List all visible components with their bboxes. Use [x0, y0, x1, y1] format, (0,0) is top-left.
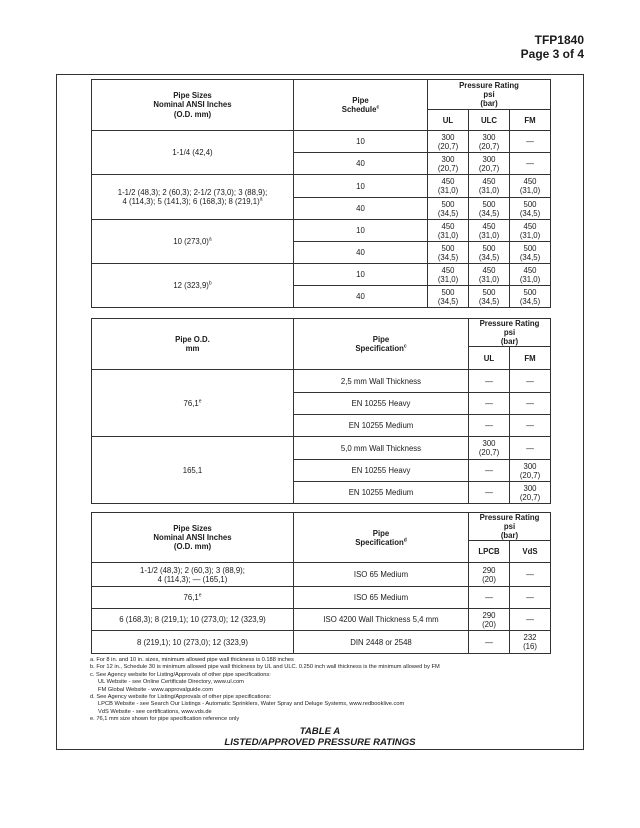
footnotes [90, 657, 550, 724]
rating-cell: 500 (34,5) [510, 242, 551, 264]
spec-cell: ISO 65 Medium [294, 563, 469, 587]
pipe-size-cell: 8 (219,1); 10 (273,0); 12 (323,9) [92, 631, 294, 654]
document-id: TFP1840 [534, 33, 584, 47]
col-header-fm: FM [510, 347, 551, 370]
page-number: Page 3 of 4 [520, 47, 584, 61]
spec-cell: ISO 4200 Wall Thickness 5,4 mm [294, 609, 469, 631]
table-row [92, 587, 551, 609]
caption-line-2: LISTED/APPROVED PRESSURE RATINGS [224, 737, 416, 748]
spec-cell: ISO 65 Medium [294, 587, 469, 609]
col-header-pipe-specification: Pipe Specification$^c$ [294, 319, 469, 370]
spec-cell: EN 10255 Medium [294, 415, 469, 437]
table-row [92, 370, 551, 393]
col-header-ul: UL [469, 347, 510, 370]
col-header-pipe-specification: Pipe Specification$^d$ [294, 513, 469, 563]
rating-cell: — [510, 437, 551, 460]
spec-cell: EN 10255 Heavy [294, 393, 469, 415]
col-header-pipe-od: Pipe O.D. mm [92, 319, 294, 370]
col-header-pressure-rating: Pressure Rating psi (bar) [469, 513, 551, 541]
rating-cell: 450 (31,0) [510, 220, 551, 242]
col-header-ul: UL [428, 110, 469, 131]
schedule-cell: 10 [294, 264, 428, 286]
table-row [92, 264, 551, 286]
rating-cell: 300 (20,7) [510, 482, 551, 504]
schedule-cell: 10 [294, 131, 428, 153]
table-row [92, 437, 551, 460]
footnote-c-fm: FM Global Website - www.approvalguide.com [98, 686, 213, 693]
footnote-c: c. See Agency website for Listing/Approvals of other pipe specifications: [90, 671, 271, 678]
rating-cell: 300 (20,7) [428, 153, 469, 175]
rating-cell: 500 (34,5) [469, 286, 510, 308]
rating-cell: 500 (34,5) [510, 286, 551, 308]
col-header-pressure-rating: Pressure Rating psi (bar) [469, 319, 551, 347]
spec-cell: EN 10255 Heavy [294, 460, 469, 482]
rating-cell: — [469, 370, 510, 393]
rating-cell: 450 (31,0) [469, 264, 510, 286]
rating-cell: — [469, 415, 510, 437]
rating-cell: — [510, 415, 551, 437]
footnote-c-ul: UL Website - see Online Certificate Directory, www.ul.com [98, 679, 244, 686]
col-header-fm: FM [510, 110, 551, 131]
pipe-od-cell: 165,1 [92, 437, 294, 504]
pipe-schedule-table [91, 79, 551, 308]
schedule-cell: 10 [294, 220, 428, 242]
rating-cell: 450 (31,0) [469, 220, 510, 242]
rating-cell: 500 (34,5) [469, 242, 510, 264]
rating-cell: 450 (31,0) [510, 264, 551, 286]
rating-cell: 300 (20,7) [428, 131, 469, 153]
col-header-pressure-rating: Pressure Rating psi (bar) [428, 80, 551, 110]
spec-cell: 2,5 mm Wall Thickness [294, 370, 469, 393]
schedule-cell: 10 [294, 175, 428, 198]
rating-cell: — [510, 587, 551, 609]
col-header-ulc: ULC [469, 110, 510, 131]
rating-cell: — [469, 587, 510, 609]
rating-cell: — [510, 153, 551, 175]
table-caption [56, 726, 584, 748]
footnote-d: d. See Agency website for Listing/Approvals of other pipe specifications: [90, 694, 272, 701]
footnote-b: b. For 12 in., Schedule 30 is minimum allowed pipe wall thickness by UL and ULC. 0.250 inch wall thickness is the minimum allowed by FM [90, 664, 440, 671]
rating-cell: — [510, 131, 551, 153]
rating-cell: 450 (31,0) [510, 175, 551, 198]
footnote-d-lpcb: LPCB Website - see Search Our Listings - Automatic Sprinklers, Water Spray and Deluge Systems, www.redbooklive.com [98, 701, 405, 708]
table-row [92, 631, 551, 654]
pipe-size-cell: 10 $(273,0)^a$ [92, 220, 294, 264]
pipe-size-cell: 6 (168,3); 8 (219,1); 10 (273,0); 12 (323,9) [92, 609, 294, 631]
rating-cell: — [469, 460, 510, 482]
col-header-pipe-schedule: Pipe Schedule$^c$ [294, 80, 428, 131]
pipe-size-cell: 12 $(323,9)^b$ [92, 264, 294, 308]
table-row [92, 131, 551, 153]
schedule-cell: 40 [294, 153, 428, 175]
rating-cell: 450 (31,0) [428, 264, 469, 286]
rating-cell: 300 (20,7) [510, 460, 551, 482]
rating-cell: 232 (16) [510, 631, 551, 654]
page-header [521, 33, 584, 61]
schedule-cell: 40 [294, 286, 428, 308]
caption-line-1: TABLE A [299, 726, 341, 737]
table-row [92, 220, 551, 242]
rating-cell: — [510, 393, 551, 415]
rating-cell: 300 (20,7) [469, 153, 510, 175]
rating-cell: 450 (31,0) [428, 175, 469, 198]
rating-cell: 450 (31,0) [428, 220, 469, 242]
rating-cell: 290 (20) [469, 563, 510, 587]
rating-cell: 290 (20) [469, 609, 510, 631]
footnote-e: e. 76,1 mm size shown for pipe specification reference only [90, 716, 240, 723]
table-row [92, 175, 551, 198]
col-header-pipe-sizes: Pipe Sizes Nominal ANSI Inches (O.D. mm) [92, 80, 294, 131]
rating-cell: 500 (34,5) [469, 198, 510, 220]
col-header-pipe-sizes: Pipe Sizes Nominal ANSI Inches (O.D. mm) [92, 513, 294, 563]
spec-cell: 5,0 mm Wall Thickness [294, 437, 469, 460]
rating-cell: 500 (34,5) [428, 198, 469, 220]
spec-cell: EN 10255 Medium [294, 482, 469, 504]
rating-cell: — [510, 609, 551, 631]
rating-cell: 450 (31,0) [469, 175, 510, 198]
schedule-cell: 40 [294, 242, 428, 264]
pipe-size-cell: 76,1e [92, 587, 294, 609]
pipe-od-table [91, 318, 551, 504]
footnote-a: a. For 8 in. and 10 in. sizes, minimum allowed pipe wall thickness is 0.188 inches [90, 657, 294, 663]
rating-cell: 300 (20,7) [469, 131, 510, 153]
rating-cell: — [510, 563, 551, 587]
table-row [92, 563, 551, 587]
pipe-od-cell: 76,1e [92, 370, 294, 437]
table-row [92, 609, 551, 631]
spec-cell: DIN 2448 or 2548 [294, 631, 469, 654]
pipe-size-cell: 1-1/2 (48,3); 2 (60,3); 2-1/2 (73,0); 3 (88,9); 4 (114,3); 5 (141,3); 6 (168,3); 8 $(219,1)^a$ [92, 175, 294, 220]
rating-cell: — [469, 631, 510, 654]
rating-cell: 500 (34,5) [428, 286, 469, 308]
pipe-size-cell: 1-1/2 (48,3); 2 (60,3); 3 (88,9); 4 (114,3); — (165,1) [92, 563, 294, 587]
rating-cell: 500 (34,5) [510, 198, 551, 220]
pipe-spec-table [91, 512, 551, 654]
rating-cell: 300 (20,7) [469, 437, 510, 460]
rating-cell: — [510, 370, 551, 393]
rating-cell: — [469, 393, 510, 415]
schedule-cell: 40 [294, 198, 428, 220]
col-header-vds: VdS [510, 541, 551, 563]
rating-cell: 500 (34,5) [428, 242, 469, 264]
pipe-size-cell: 1-1/4 (42,4) [92, 131, 294, 175]
col-header-lpcb: LPCB [469, 541, 510, 563]
footnote-d-vds: VdS Website - see certifications, www.vds.de [98, 708, 212, 715]
rating-cell: — [469, 482, 510, 504]
